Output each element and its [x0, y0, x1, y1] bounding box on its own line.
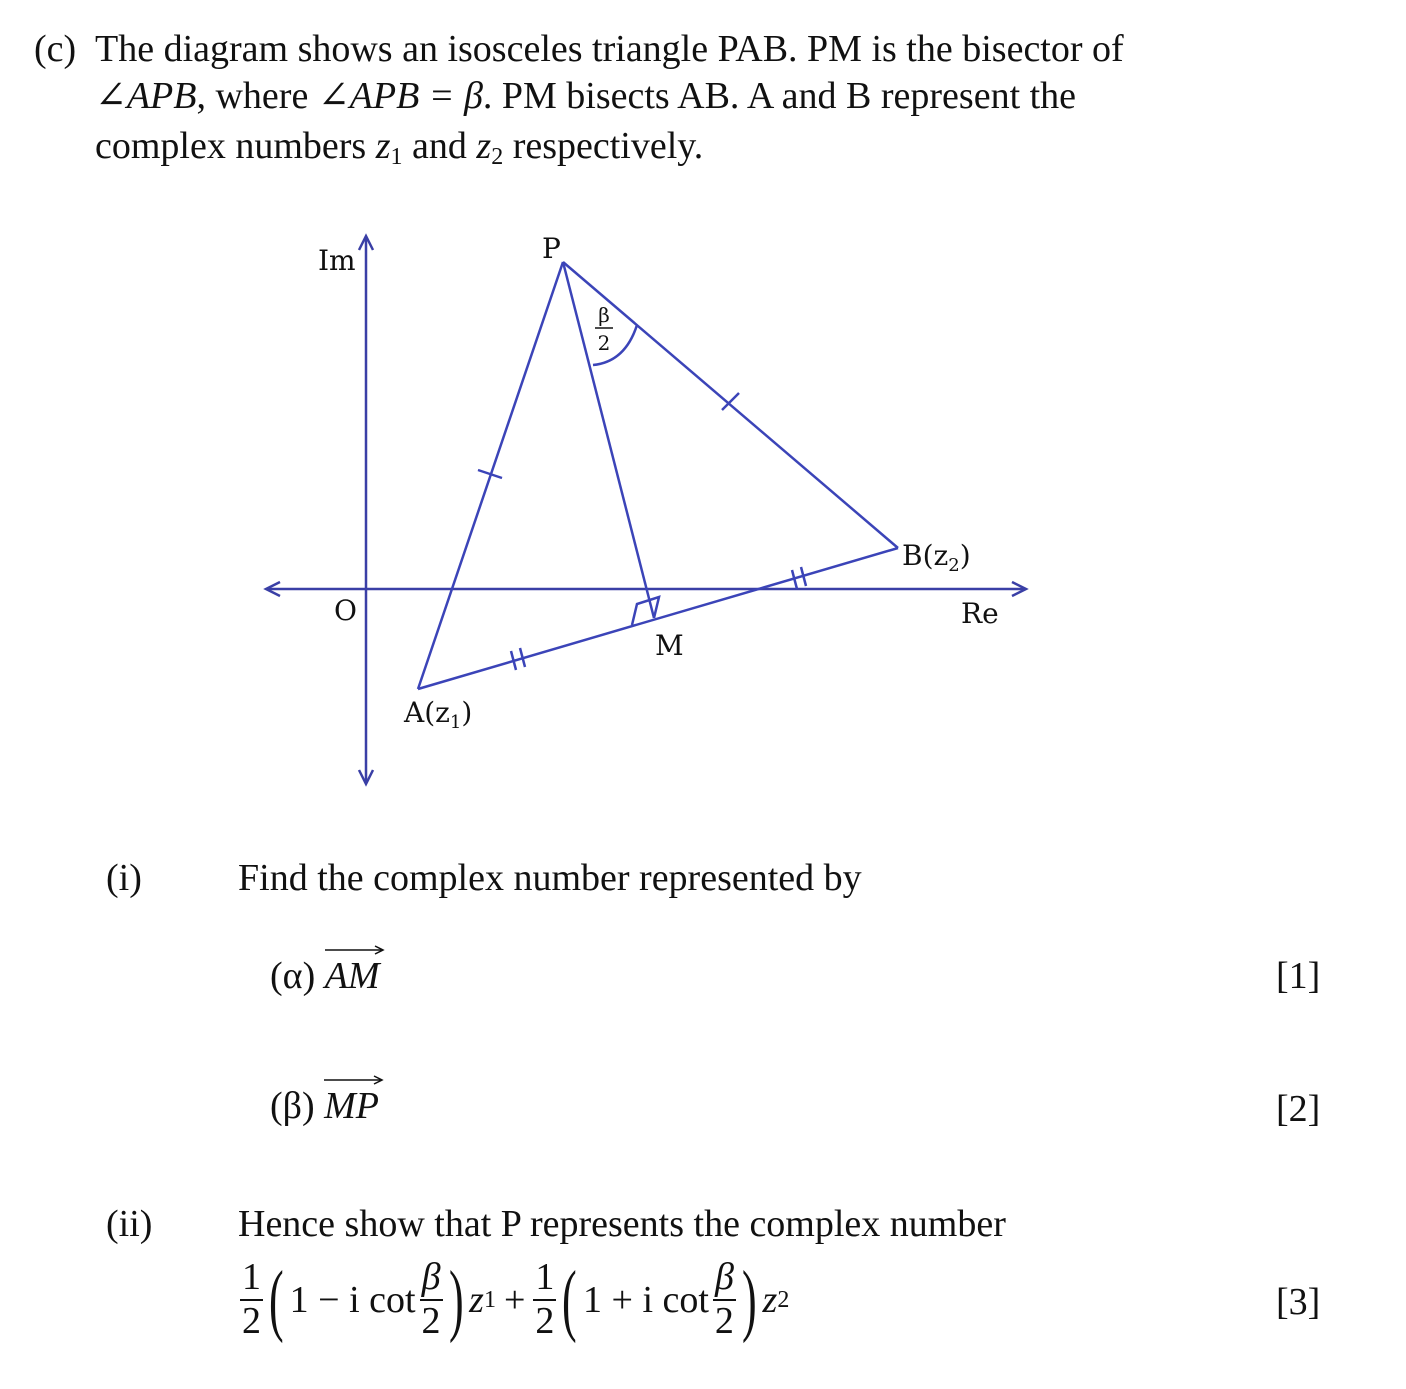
vector-am-text: AM [324, 955, 380, 997]
label-b-close: ) [959, 539, 971, 572]
half-2-den: 2 [535, 1300, 555, 1342]
angle-label-beta: β [598, 303, 610, 327]
label-b [902, 539, 971, 576]
formula-z1: z [469, 1279, 484, 1321]
vector-am [325, 957, 380, 995]
part-ii-label: (ii) [106, 1203, 153, 1245]
z1-symbol: z [375, 125, 391, 167]
paren-close-2: ) [741, 1256, 757, 1344]
part-ii-text: Hence show that P represents the complex number [238, 1203, 1006, 1245]
question-line-3-and: and [412, 125, 467, 167]
label-a [403, 696, 472, 733]
label-re: Re [961, 597, 999, 630]
question-line-3-start: complex numbers [95, 125, 367, 167]
side-ab [418, 548, 898, 689]
z2-symbol: z [476, 125, 492, 167]
beta-2: β [713, 1257, 736, 1301]
beta-marks: [2] [1276, 1088, 1321, 1130]
beta-over-2-1 [420, 1257, 443, 1343]
result-formula [240, 1250, 789, 1350]
label-a-close: ) [461, 696, 473, 729]
angle-apb: ∠APB [95, 75, 197, 117]
part-i-label: (i) [106, 857, 142, 899]
label-b-text: B(z [902, 539, 949, 572]
question-line-3-end: respectively. [512, 125, 704, 167]
paren-open-2: ( [562, 1256, 578, 1344]
label-b-sub: 2 [948, 555, 960, 576]
question-line-1: The diagram shows an isosceles triangle PAB. PM is the bisector of [95, 28, 1124, 70]
two-2: 2 [714, 1300, 734, 1342]
formula-plus: + [503, 1279, 526, 1321]
term-2: 1 + i cot [583, 1279, 709, 1321]
right-angle-marker [632, 597, 659, 625]
formula-z1-sub: 1 [483, 1286, 496, 1313]
z1-subscript: 1 [390, 144, 403, 170]
triangle-diagram [0, 220, 1100, 800]
beta-item [270, 1087, 379, 1125]
question-line-2 [95, 77, 1076, 115]
half-1-den: 2 [242, 1300, 261, 1342]
paren-close-1: ) [448, 1256, 464, 1344]
half-2 [533, 1257, 556, 1343]
question-line-2-end: . PM bisects AB. A and B represent the [482, 75, 1077, 117]
term-1: 1 − i cot [289, 1279, 416, 1321]
side-pa [418, 262, 563, 689]
vector-mp-arrow-icon [324, 1075, 384, 1085]
question-line-2-mid: , where [196, 75, 318, 117]
beta-label: (β) [270, 1085, 315, 1127]
formula-z2-sub: 2 [777, 1286, 790, 1313]
label-p: P [542, 232, 561, 265]
beta-1: β [420, 1257, 443, 1301]
angle-equation: ∠APB = β [317, 75, 483, 117]
alpha-item [270, 957, 380, 995]
half-2-num: 1 [533, 1257, 556, 1301]
vector-am-arrow-icon [325, 945, 385, 955]
half-1-num: 1 [240, 1257, 263, 1301]
label-a-text: A(z [404, 696, 450, 729]
triangle [418, 262, 898, 689]
z2-subscript: 2 [491, 144, 504, 170]
part-i-text: Find the complex number represented by [238, 857, 862, 899]
vector-mp-text: MP [324, 1085, 380, 1127]
paren-open-1: ( [268, 1256, 284, 1344]
beta-over-2-2 [713, 1257, 736, 1343]
formula-z2: z [762, 1279, 778, 1321]
part-label: (c) [34, 28, 77, 70]
label-origin: O [334, 594, 357, 627]
side-pb [563, 262, 898, 548]
alpha-label: (α) [270, 955, 316, 997]
question-line-3 [95, 127, 703, 169]
label-a-sub: 1 [449, 712, 462, 733]
angle-label-two: 2 [597, 331, 611, 355]
vector-mp [324, 1087, 379, 1125]
alpha-marks: [1] [1276, 955, 1321, 997]
axes [266, 236, 1026, 784]
label-m: M [655, 629, 684, 662]
ii-marks: [3] [1276, 1281, 1321, 1323]
two-1: 2 [421, 1300, 441, 1342]
half-1 [240, 1257, 263, 1343]
label-im: Im [318, 244, 356, 277]
